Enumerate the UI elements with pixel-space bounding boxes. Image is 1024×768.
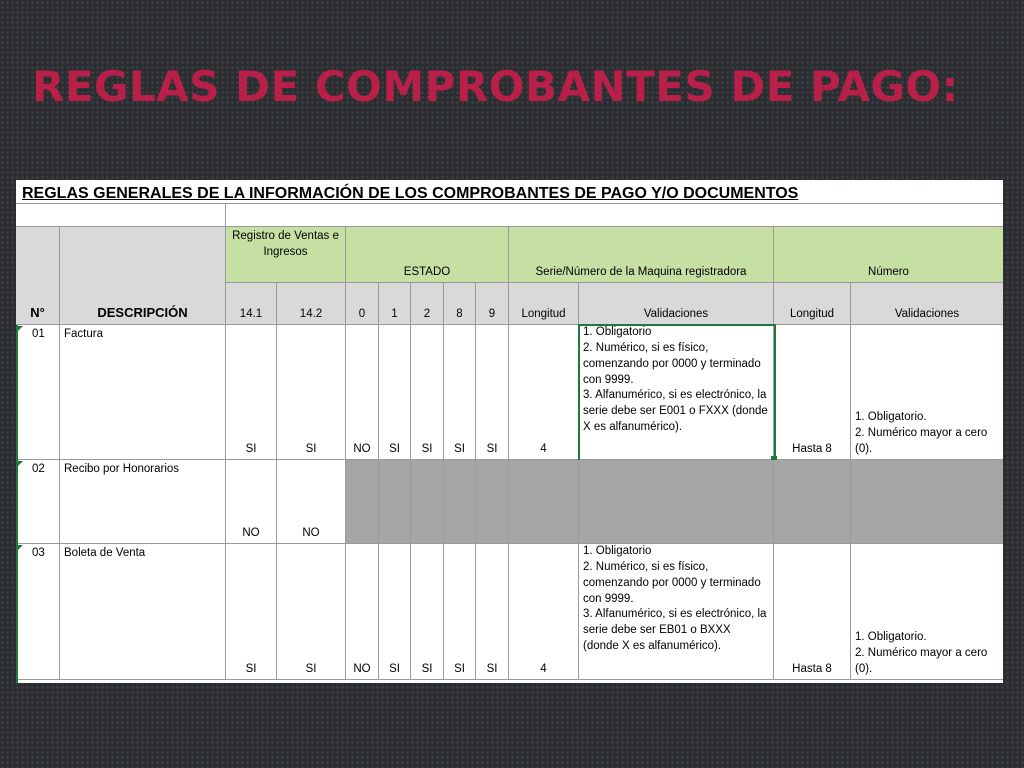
header-numero-validaciones-label: Validaciones (894, 308, 960, 321)
header-descripcion-label: DESCRIPCIÓN (97, 305, 188, 321)
cell-text: SI (305, 663, 317, 676)
sheet-title-cell[interactable] (16, 180, 1003, 204)
header-estado-1[interactable] (379, 283, 411, 325)
cell-text: 1. Obligatorio. 2. Numérico mayor a cero (0). (855, 411, 988, 456)
row-01-e9[interactable] (476, 325, 509, 460)
header-serie-validaciones-label: Validaciones (643, 308, 709, 321)
header-estado-2[interactable] (411, 283, 444, 325)
row-03-e0[interactable] (346, 544, 379, 680)
header-registro[interactable] (226, 227, 346, 283)
cell-text: SI (454, 663, 465, 676)
row-02-e9[interactable] (476, 460, 509, 544)
row-01-numero-validaciones[interactable] (851, 325, 1003, 460)
header-estado-0-label: 0 (358, 308, 366, 321)
cell-text: 1. Obligatorio. 2. Numérico mayor a cero (0). (855, 631, 988, 676)
row-03-141[interactable] (226, 544, 277, 680)
row-02-e1[interactable] (379, 460, 411, 544)
header-estado-label: ESTADO (403, 266, 451, 279)
cell-text: SI (486, 443, 498, 456)
header-142[interactable] (277, 283, 346, 325)
header-142-label: 14.2 (299, 308, 323, 321)
row-01-n[interactable] (16, 325, 60, 460)
cell-text: Hasta 8 (792, 663, 832, 676)
header-estado-1-label: 1 (391, 308, 398, 321)
row-02-141[interactable] (226, 460, 277, 544)
header-numero-validaciones[interactable] (851, 283, 1003, 325)
row-03-serie-longitud[interactable] (509, 544, 579, 680)
header-numero[interactable] (774, 227, 1003, 283)
row-03-142[interactable] (277, 544, 346, 680)
row-03-numero-validaciones[interactable] (851, 544, 1003, 680)
header-estado-2-label: 2 (423, 308, 431, 321)
cell-text: 01 (32, 328, 45, 340)
header-n-label: N° (30, 305, 45, 321)
header-numero-longitud[interactable] (774, 283, 851, 325)
row-02-serie-longitud[interactable] (509, 460, 579, 544)
cell-text: Factura (64, 328, 103, 340)
row-02-serie-validaciones[interactable] (579, 460, 774, 544)
row-01-e2[interactable] (411, 325, 444, 460)
row-02-e8[interactable] (444, 460, 476, 544)
cell-text: Hasta 8 (792, 443, 832, 456)
header-numero-label: Número (868, 266, 909, 279)
cell-text: SI (421, 443, 433, 456)
header-serie-label: Serie/Número de la Maquina registradora (535, 266, 747, 279)
cell-text: SI (454, 443, 465, 456)
row-01-141[interactable] (226, 325, 277, 460)
cell-text: SI (389, 663, 400, 676)
row-01-142[interactable] (277, 325, 346, 460)
header-estado-9[interactable] (476, 283, 509, 325)
cell-text: 02 (32, 463, 45, 475)
row-03-descripcion[interactable] (60, 544, 226, 680)
spacer-row-left[interactable] (16, 204, 226, 227)
header-estado-0[interactable] (346, 283, 379, 325)
row-03-serie-validaciones[interactable] (579, 544, 774, 680)
row-01-descripcion[interactable] (60, 325, 226, 460)
cell-selection (578, 324, 776, 462)
cell-text: NO (302, 527, 320, 540)
header-estado[interactable] (346, 227, 509, 283)
cell-text: SI (421, 663, 433, 676)
header-serie[interactable] (509, 227, 774, 283)
cell-text: 4 (540, 663, 547, 676)
cell-text: 1. Obligatorio 2. Numérico, si es físico, comenzando por 0000 y terminado con 9999. 3. Alfanumérico, si es electrónico, la serie debe ser E001 o FXXX (donde X es alfanumérico). (583, 326, 768, 434)
header-serie-longitud-label: Longitud (521, 308, 566, 321)
spacer-row-right[interactable] (226, 204, 1003, 227)
spreadsheet (16, 180, 1003, 683)
header-serie-longitud[interactable] (509, 283, 579, 325)
row-02-numero-validaciones[interactable] (851, 460, 1003, 544)
cell-text: SI (389, 443, 400, 456)
header-registro-label: Registro de Ventas e Ingresos (232, 230, 339, 258)
row-03-e9[interactable] (476, 544, 509, 680)
cell-text: NO (242, 527, 260, 540)
cell-text: 03 (32, 547, 45, 559)
row-02-142[interactable] (277, 460, 346, 544)
header-descripcion[interactable] (60, 227, 226, 325)
row-03-numero-longitud[interactable] (774, 544, 851, 680)
row-02-numero-longitud[interactable] (774, 460, 851, 544)
sheet-title: REGLAS GENERALES DE LA INFORMACIÓN DE LOS COMPROBANTES DE PAGO Y/O DOCUMENTOS (22, 185, 799, 202)
header-numero-longitud-label: Longitud (789, 308, 835, 321)
row-02-descripcion[interactable] (60, 460, 226, 544)
row-03-e2[interactable] (411, 544, 444, 680)
row-03-e1[interactable] (379, 544, 411, 680)
row-03-e8[interactable] (444, 544, 476, 680)
row-01-e0[interactable] (346, 325, 379, 460)
slide-title: REGLAS DE COMPROBANTES DE PAGO: (32, 62, 959, 111)
cell-text: SI (486, 663, 498, 676)
cell-text: Recibo por Honorarios (64, 463, 180, 475)
cell-text: SI (245, 443, 257, 456)
cell-text: SI (245, 663, 257, 676)
row-border-left (16, 325, 18, 683)
row-02-e0[interactable] (346, 460, 379, 544)
row-01-serie-longitud[interactable] (509, 325, 579, 460)
header-estado-8[interactable] (444, 283, 476, 325)
row-02-n[interactable] (16, 460, 60, 544)
cell-text: NO (353, 443, 371, 456)
header-serie-validaciones[interactable] (579, 283, 774, 325)
cell-text: SI (305, 443, 317, 456)
row-01-numero-longitud[interactable] (774, 325, 851, 460)
cell-text: 1. Obligatorio 2. Numérico, si es físico, comenzando por 0000 y terminado con 9999. 3. Alfanumérico, si es electrónico, la serie debe ser EB01 o BXXX (donde X es alfanumérico). (583, 545, 767, 653)
header-estado-9-label: 9 (488, 308, 496, 321)
header-n[interactable] (16, 227, 60, 325)
row-01-e8[interactable] (444, 325, 476, 460)
header-141[interactable] (226, 283, 277, 325)
header-estado-8-label: 8 (456, 308, 463, 321)
row-02-e2[interactable] (411, 460, 444, 544)
row-03-n[interactable] (16, 544, 60, 680)
row-01-e1[interactable] (379, 325, 411, 460)
cell-text: Boleta de Venta (64, 547, 146, 559)
cell-text: NO (353, 663, 371, 676)
header-141-label: 14.1 (239, 308, 263, 321)
cell-text: 4 (540, 443, 547, 456)
